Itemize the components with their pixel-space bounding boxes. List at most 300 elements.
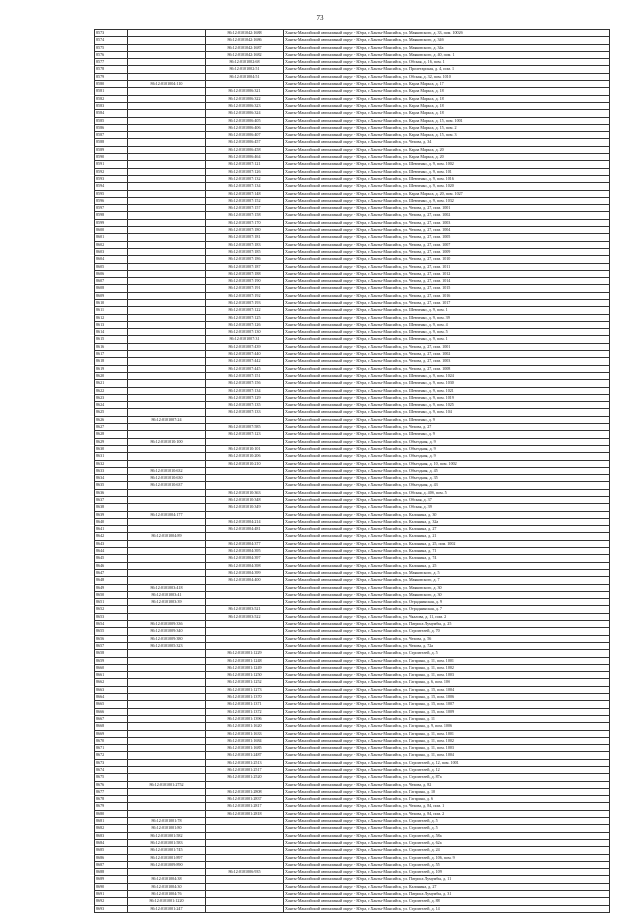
- table-row: [95, 628, 610, 635]
- address-cell: Ханты-Мансийский автономный округ - Югра, г.Ханты-Мансийск, ул. Гагарина, д. 15, пом. 1004: [284, 686, 610, 693]
- land-plot-number-cell: 86:12:0101003:41: [128, 591, 206, 598]
- row-number-cell: 8620: [95, 372, 128, 379]
- address-cell: Ханты-Мансийский автономный округ - Югра, г.Ханты-Мансийск, ул. Маяковского, д. 7: [284, 577, 610, 584]
- table-row: [95, 891, 610, 898]
- address-cell: Ханты-Мансийский автономный округ - Югра, г.Ханты-Мансийск, ул. Строителей, д. 58а: [284, 832, 610, 839]
- building-number-cell: [206, 818, 284, 825]
- table-row: [95, 577, 610, 584]
- building-number-cell: 86:12:0101006:406: [206, 124, 284, 131]
- building-number-cell: 86:12:0101001:2837: [206, 796, 284, 803]
- row-number-cell: 8574: [95, 37, 128, 44]
- table-row: [95, 263, 610, 270]
- land-plot-number-cell: 86:12:0101001:583: [128, 839, 206, 846]
- land-plot-number-cell: [128, 73, 206, 80]
- building-number-cell: 86:12:0101007:126: [206, 321, 284, 328]
- row-number-cell: 8661: [95, 672, 128, 679]
- address-cell: Ханты-Мансийский автономный округ - Югра, г.Ханты-Мансийск, ул. Карла Маркса, д. 17: [284, 81, 610, 88]
- address-cell: Ханты-Мансийский автономный округ - Югра, г.Ханты-Мансийск, ул. Шевченко, д. 9, пом. 4: [284, 321, 610, 328]
- building-number-cell: 86:12:0101004:399: [206, 569, 284, 576]
- address-cell: Ханты-Мансийский автономный округ - Югра, г.Ханты-Мансийск, ул. Калинина, д. 27: [284, 526, 610, 533]
- table-row: [95, 154, 610, 161]
- table-row: [95, 343, 610, 350]
- building-number-cell: 86:12:0101001:2513: [206, 759, 284, 766]
- address-cell: Ханты-Мансийский автономный округ - Югра, г.Ханты-Мансийск, ул. Строителей, д. 5: [284, 818, 610, 825]
- table-row: [95, 460, 610, 467]
- address-cell: Ханты-Мансийский автономный округ - Югра, г.Ханты-Мансийск, ул. Карла Маркса, д. 15, пом. 3: [284, 132, 610, 139]
- row-number-cell: 8638: [95, 504, 128, 511]
- land-plot-number-cell: [128, 650, 206, 657]
- building-number-cell: 86:12:0101006:935: [206, 869, 284, 876]
- land-plot-number-cell: 86:12:0101009:340: [128, 628, 206, 635]
- address-cell: Ханты-Мансийский автономный округ - Югра, г.Ханты-Мансийск, ул. Обская, д. 37: [284, 497, 610, 504]
- building-number-cell: [206, 898, 284, 905]
- building-number-cell: 86:12:0101001:2817: [206, 803, 284, 810]
- land-plot-number-cell: 86:12:0101010:100: [128, 438, 206, 445]
- row-number-cell: 8655: [95, 628, 128, 635]
- building-number-cell: [206, 861, 284, 868]
- address-cell: Ханты-Мансийский автономный округ - Югра, г.Ханты-Мансийск, ул. Чехова, д. 27, пом. 1003: [284, 219, 610, 226]
- land-plot-number-cell: [128, 219, 206, 226]
- building-number-cell: 86:12:0101007:180: [206, 227, 284, 234]
- land-plot-number-cell: [128, 387, 206, 394]
- building-number-cell: 86:12:0101007:121: [206, 161, 284, 168]
- table-row: [95, 723, 610, 730]
- table-row: [95, 51, 610, 58]
- table-row: [95, 132, 610, 139]
- address-cell: Ханты-Мансийский автономный округ - Югра, г.Ханты-Мансийск, ул. Обская, д. 39: [284, 504, 610, 511]
- building-number-cell: 86:12:0101007:148: [206, 190, 284, 197]
- land-plot-number-cell: [128, 270, 206, 277]
- row-number-cell: 8604: [95, 256, 128, 263]
- address-cell: Ханты-Мансийский автономный округ - Югра, г.Ханты-Мансийск, ул. Строителей, д. 87а: [284, 774, 610, 781]
- land-plot-number-cell: [128, 526, 206, 533]
- land-plot-number-cell: [128, 51, 206, 58]
- building-number-cell: [206, 781, 284, 788]
- table-row: [95, 832, 610, 839]
- table-row: [95, 591, 610, 598]
- table-row: [95, 752, 610, 759]
- row-number-cell: 8667: [95, 715, 128, 722]
- building-number-cell: 86:12:0101007:132: [206, 175, 284, 182]
- row-number-cell: 8669: [95, 730, 128, 737]
- building-number-cell: 86:12:0101007:126: [206, 168, 284, 175]
- land-plot-number-cell: [128, 154, 206, 161]
- land-plot-number-cell: [128, 124, 206, 131]
- table-row: [95, 708, 610, 715]
- table-row: [95, 81, 610, 88]
- building-number-cell: 86:12:0101007:123: [206, 431, 284, 438]
- row-number-cell: 8610: [95, 299, 128, 306]
- address-cell: Ханты-Мансийский автономный округ - Югра, г.Ханты-Мансийск, ул. Шевченко, д. 9, пом. 1021: [284, 387, 610, 394]
- land-plot-number-cell: 86:12:0101004:38: [128, 876, 206, 883]
- row-number-cell: 8577: [95, 59, 128, 66]
- row-number-cell: 8670: [95, 737, 128, 744]
- address-cell: Ханты-Мансийский автономный округ - Югра, г.Ханты-Мансийск, ул. Чехова, д. 84, пом. 1: [284, 803, 610, 810]
- row-number-cell: 8588: [95, 139, 128, 146]
- address-cell: Ханты-Мансийский автономный округ - Югра, г.Ханты-Мансийск, ул. Шевченко, д. 9, пом. 1002: [284, 161, 610, 168]
- table-row: [95, 482, 610, 489]
- land-plot-number-cell: [128, 205, 206, 212]
- address-cell: Ханты-Мансийский автономный округ - Югра, г.Ханты-Мансийск, ул. Чехова, д. 27, пом. 1001: [284, 343, 610, 350]
- land-plot-number-cell: 86:12:0101009:890: [128, 861, 206, 868]
- address-cell: Ханты-Мансийский автономный округ - Югра, г.Ханты-Мансийск, ул. Пролетарская, д. 4, пом. 1: [284, 66, 610, 73]
- table-row: [95, 847, 610, 854]
- land-plot-number-cell: [128, 256, 206, 263]
- address-cell: Ханты-Мансийский автономный округ - Югра, г.Ханты-Мансийск, ул. Шевченко, д. 9, пом. 1032: [284, 197, 610, 204]
- address-cell: Ханты-Мансийский автономный округ - Югра, г.Ханты-Мансийск, ул. Патриса Лумумбы, д. 25: [284, 621, 610, 628]
- address-cell: Ханты-Мансийский автономный округ - Югра, г.Ханты-Мансийск, ул. Объездная, д. 10, пом. 1002: [284, 460, 610, 467]
- table-row: [95, 745, 610, 752]
- row-number-cell: 8639: [95, 511, 128, 518]
- table-row: [95, 766, 610, 773]
- land-plot-number-cell: [128, 241, 206, 248]
- address-cell: Ханты-Мансийский автономный округ - Югра, г.Ханты-Мансийск, ул. Шевченко, д. 9, пом. 1: [284, 307, 610, 314]
- address-cell: Ханты-Мансийский автономный округ - Югра, г.Ханты-Мансийск, ул. Гагарина, д. 10: [284, 788, 610, 795]
- land-plot-number-cell: [128, 555, 206, 562]
- land-plot-number-cell: [128, 248, 206, 255]
- address-cell: Ханты-Мансийский автономный округ - Югра, г.Ханты-Мансийск, ул. Обская, д. 16, пом. 1: [284, 59, 610, 66]
- table-row: [95, 497, 610, 504]
- table-row: [95, 292, 610, 299]
- address-cell: Ханты-Мансийский автономный округ - Югра, г.Ханты-Мансийск, ул. Чехова, д. 27, пом. 1010: [284, 256, 610, 263]
- land-plot-number-cell: [128, 95, 206, 102]
- land-plot-number-cell: [128, 321, 206, 328]
- address-cell: Ханты-Мансийский автономный округ - Югра, г.Ханты-Мансийск, ул. Чехова, д. 27, пом. 1017: [284, 299, 610, 306]
- row-number-cell: 8635: [95, 482, 128, 489]
- row-number-cell: 8614: [95, 329, 128, 336]
- table-row: [95, 285, 610, 292]
- address-cell: Ханты-Мансийский автономный округ - Югра, г.Ханты-Мансийск, ул. Обская, д. 40б, пом. 5: [284, 489, 610, 496]
- building-number-cell: 86:12:0101042:1686: [206, 37, 284, 44]
- building-number-cell: 86:12:0101006:321: [206, 88, 284, 95]
- land-plot-number-cell: [128, 548, 206, 555]
- land-plot-number-cell: 86:12:0101009:380: [128, 635, 206, 642]
- address-cell: Ханты-Мансийский автономный округ - Югра, г.Ханты-Мансийск, ул. Чехова, д. 27, пом. 1004: [284, 227, 610, 234]
- building-number-cell: 86:12:0101001:1396: [206, 715, 284, 722]
- table-row: [95, 876, 610, 883]
- address-cell: Ханты-Мансийский автономный округ - Югра, г.Ханты-Мансийск, ул. Патриса Лумумбы, д. 11: [284, 876, 610, 883]
- row-number-cell: 8648: [95, 577, 128, 584]
- building-number-cell: 86:12:0101007:193: [206, 299, 284, 306]
- building-number-cell: 86:12:0101001:1372: [206, 708, 284, 715]
- row-number-cell: 8690: [95, 883, 128, 890]
- address-cell: Ханты-Мансийский автономный округ - Югра, г.Ханты-Мансийск, ул. Шевченко, д. 9, пом. 1030: [284, 380, 610, 387]
- table-row: [95, 336, 610, 343]
- row-number-cell: 8641: [95, 526, 128, 533]
- table-row: [95, 635, 610, 642]
- table-row: [95, 219, 610, 226]
- row-number-cell: 8609: [95, 292, 128, 299]
- land-plot-number-cell: [128, 30, 206, 37]
- address-cell: Ханты-Мансийский автономный округ - Югра, г.Ханты-Мансийск, ул. Отраднинская, д. 7: [284, 606, 610, 613]
- address-cell: Ханты-Мансийский автономный округ - Югра, г.Ханты-Мансийск, ул. Патриса Лумумбы, д. 31: [284, 891, 610, 898]
- row-number-cell: 8643: [95, 540, 128, 547]
- table-row: [95, 394, 610, 401]
- table-row: [95, 139, 610, 146]
- table-row: [95, 511, 610, 518]
- address-cell: Ханты-Мансийский автономный округ - Югра, г.Ханты-Мансийск, ул. Шевченко, д. 9, пом. 1019: [284, 394, 610, 401]
- building-number-cell: 86:12:0101001:1685: [206, 745, 284, 752]
- row-number-cell: 8657: [95, 642, 128, 649]
- building-number-cell: 86:12:0101007:129: [206, 394, 284, 401]
- address-cell: Ханты-Мансийский автономный округ - Югра, г.Ханты-Мансийск, ул. Карла Маркса, д. 20: [284, 154, 610, 161]
- land-plot-number-cell: 86:12:0101010:630: [128, 475, 206, 482]
- building-number-cell: [206, 642, 284, 649]
- table-row: [95, 869, 610, 876]
- building-number-cell: [206, 839, 284, 846]
- table-row: [95, 168, 610, 175]
- table-row: [95, 314, 610, 321]
- row-number-cell: 8589: [95, 146, 128, 153]
- table-row: [95, 59, 610, 66]
- table-row: [95, 416, 610, 423]
- land-plot-number-cell: 86:12:0101003:39: [128, 599, 206, 606]
- land-plot-number-cell: [128, 489, 206, 496]
- address-cell: Ханты-Мансийский автономный округ - Югра, г.Ханты-Мансийск, ул. Гагарина, д. 15, пом. 1009: [284, 708, 610, 715]
- building-number-cell: [206, 635, 284, 642]
- land-plot-number-cell: 86:12:0101001:897: [128, 854, 206, 861]
- table-row: [95, 548, 610, 555]
- land-plot-number-cell: [128, 183, 206, 190]
- table-row: [95, 30, 610, 37]
- row-number-cell: 8584: [95, 110, 128, 117]
- building-number-cell: 86:12:0101006:458: [206, 146, 284, 153]
- table-row: [95, 694, 610, 701]
- building-number-cell: 86:12:0101007:152: [206, 197, 284, 204]
- land-plot-number-cell: [128, 497, 206, 504]
- address-cell: Ханты-Мансийский автономный округ - Югра, г.Ханты-Мансийск, ул. Шевченко, д. 9, пом. 1020: [284, 183, 610, 190]
- land-plot-number-cell: 86:12:0101001:78: [128, 818, 206, 825]
- building-number-cell: [206, 533, 284, 540]
- table-row: [95, 190, 610, 197]
- land-plot-number-cell: [128, 139, 206, 146]
- table-row: [95, 365, 610, 372]
- land-plot-number-cell: [128, 613, 206, 620]
- building-number-cell: [206, 599, 284, 606]
- building-number-cell: 86:12:0101007:157: [206, 205, 284, 212]
- land-plot-number-cell: [128, 37, 206, 44]
- row-number-cell: 8658: [95, 650, 128, 657]
- row-number-cell: 8666: [95, 708, 128, 715]
- building-number-cell: 86:12:0101010:348: [206, 497, 284, 504]
- land-plot-number-cell: [128, 329, 206, 336]
- register-table: [94, 29, 610, 913]
- address-cell: Ханты-Мансийский автономный округ - Югра, г.Ханты-Мансийск, ул. Объездная, д. 9: [284, 445, 610, 452]
- building-number-cell: 86:12:0101001:1229: [206, 650, 284, 657]
- building-number-cell: 86:12:0101010:210: [206, 460, 284, 467]
- row-number-cell: 8692: [95, 898, 128, 905]
- land-plot-number-cell: [128, 409, 206, 416]
- row-number-cell: 8682: [95, 825, 128, 832]
- land-plot-number-cell: [128, 701, 206, 708]
- building-number-cell: 86:12:0101007:133: [206, 409, 284, 416]
- row-number-cell: 8619: [95, 365, 128, 372]
- land-plot-number-cell: [128, 788, 206, 795]
- address-cell: Ханты-Мансийский автономный округ - Югра, г.Ханты-Мансийск, ул. Чехова, д. 27, пом. 1009: [284, 248, 610, 255]
- building-number-cell: 86:12:0101007:585: [206, 424, 284, 431]
- building-number-cell: 86:12:0101001:1250: [206, 672, 284, 679]
- row-number-cell: 8649: [95, 584, 128, 591]
- address-cell: Ханты-Мансийский автономный округ - Югра, г.Ханты-Мансийск, ул. Карла Маркса, д. 18: [284, 95, 610, 102]
- address-cell: Ханты-Мансийский автономный округ - Югра, г.Ханты-Мансийск, ул. Карла Маркса, д. 15, пом. 1001: [284, 117, 610, 124]
- row-number-cell: 8611: [95, 307, 128, 314]
- table-row: [95, 540, 610, 547]
- table-row: [95, 278, 610, 285]
- land-plot-number-cell: [128, 234, 206, 241]
- row-number-cell: 8597: [95, 205, 128, 212]
- building-number-cell: 86:12:0101001:1252: [206, 679, 284, 686]
- address-cell: Ханты-Мансийский автономный округ - Югра, г.Ханты-Мансийск, ул. Чехова, д. 27, пом. 1002: [284, 212, 610, 219]
- row-number-cell: 8626: [95, 416, 128, 423]
- row-number-cell: 8656: [95, 635, 128, 642]
- table-row: [95, 270, 610, 277]
- building-number-cell: 86:12:0101001:1370: [206, 694, 284, 701]
- building-number-cell: 86:12:0101001:1633: [206, 730, 284, 737]
- land-plot-number-cell: 86:12:0101001:745: [128, 847, 206, 854]
- address-cell: Ханты-Мансийский автономный округ - Югра, г.Ханты-Мансийск, ул. Гагарина, д. 11, пом. 1001: [284, 730, 610, 737]
- row-number-cell: 8603: [95, 248, 128, 255]
- address-cell: Ханты-Мансийский автономный округ - Югра, г.Ханты-Мансийск, ул. Строителей, д. 62а: [284, 839, 610, 846]
- table-row: [95, 372, 610, 379]
- building-number-cell: [206, 438, 284, 445]
- building-number-cell: 86:12:0101001:1371: [206, 701, 284, 708]
- table-row: [95, 883, 610, 890]
- land-plot-number-cell: 86:12:0101004:76: [128, 891, 206, 898]
- address-cell: Ханты-Мансийский автономный округ - Югра, г.Ханты-Мансийск, ул. Карла Маркса, д. 18: [284, 102, 610, 109]
- table-row: [95, 657, 610, 664]
- building-number-cell: 86:12:0101006:322: [206, 95, 284, 102]
- building-number-cell: 86:12:0101004:214: [206, 518, 284, 525]
- row-number-cell: 8627: [95, 424, 128, 431]
- building-number-cell: 86:12:0101006:464: [206, 154, 284, 161]
- land-plot-number-cell: [128, 737, 206, 744]
- row-number-cell: 8593: [95, 175, 128, 182]
- table-row: [95, 205, 610, 212]
- address-cell: Ханты-Мансийский автономный округ - Югра, г.Ханты-Мансийск, ул. Калинина, д. 71: [284, 548, 610, 555]
- address-cell: Ханты-Мансийский автономный округ - Югра, г.Ханты-Мансийск, ул. Чехова, д. 27, пом. 1014: [284, 278, 610, 285]
- row-number-cell: 8680: [95, 810, 128, 817]
- address-cell: Ханты-Мансийский автономный округ - Югра, г.Ханты-Мансийск, ул. Чехова, д. 72а: [284, 642, 610, 649]
- table-row: [95, 818, 610, 825]
- address-cell: Ханты-Мансийский автономный округ - Югра, г.Ханты-Мансийск, ул. Чехова, д. 27, пом. 1011: [284, 263, 610, 270]
- building-number-cell: 86:12:0101007:156: [206, 380, 284, 387]
- row-number-cell: 8594: [95, 183, 128, 190]
- address-cell: Ханты-Мансийский автономный округ - Югра, г.Ханты-Мансийск, ул. Строителей, д. 5: [284, 650, 610, 657]
- land-plot-number-cell: [128, 540, 206, 547]
- table-row: [95, 854, 610, 861]
- address-cell: Ханты-Мансийский автономный округ - Югра, г.Ханты-Мансийск, ул. Гагарина, д. 11, пом. 1004: [284, 752, 610, 759]
- row-number-cell: 8668: [95, 723, 128, 730]
- table-row: [95, 161, 610, 168]
- address-cell: Ханты-Мансийский автономный округ - Югра, г.Ханты-Мансийск, ул. Чехова, д. 27, пом. 1015: [284, 285, 610, 292]
- row-number-cell: 8573: [95, 30, 128, 37]
- address-cell: Ханты-Мансийский автономный округ - Югра, г.Ханты-Мансийск, ул. Маяковского, д. 30: [284, 591, 610, 598]
- table-row: [95, 351, 610, 358]
- address-cell: Ханты-Мансийский автономный округ - Югра, г.Ханты-Мансийск, ул. Маяковского, д. 34а: [284, 44, 610, 51]
- address-cell: Ханты-Мансийский автономный округ - Югра, г.Ханты-Мансийск, ул. Калинина, д. 32а: [284, 518, 610, 525]
- land-plot-number-cell: [128, 190, 206, 197]
- land-plot-number-cell: [128, 577, 206, 584]
- row-number-cell: 8615: [95, 336, 128, 343]
- address-cell: Ханты-Мансийский автономный округ - Югра, г.Ханты-Мансийск, ул. Гагарина, д. 6: [284, 796, 610, 803]
- row-number-cell: 8596: [95, 197, 128, 204]
- row-number-cell: 8672: [95, 752, 128, 759]
- address-cell: Ханты-Мансийский автономный округ - Югра, г.Ханты-Мансийск, ул. Чехова, д. 27, пом. 1002: [284, 351, 610, 358]
- table-row: [95, 686, 610, 693]
- land-plot-number-cell: 86:12:0101001:2752: [128, 781, 206, 788]
- row-number-cell: 8582: [95, 95, 128, 102]
- land-plot-number-cell: [128, 810, 206, 817]
- table-row: [95, 489, 610, 496]
- building-number-cell: 86:12:0101003:522: [206, 613, 284, 620]
- address-cell: Ханты-Мансийский автономный округ - Югра, г.Ханты-Мансийск, ул. Чехова, д. 27, пом. 1012: [284, 270, 610, 277]
- register-body: [95, 30, 610, 913]
- row-number-cell: 8576: [95, 51, 128, 58]
- address-cell: Ханты-Мансийский автономный округ - Югра, г.Ханты-Мансийск, ул. Карла Маркса, д. 20: [284, 146, 610, 153]
- land-plot-number-cell: [128, 44, 206, 51]
- building-number-cell: [206, 825, 284, 832]
- row-number-cell: 8676: [95, 781, 128, 788]
- land-plot-number-cell: [128, 759, 206, 766]
- land-plot-number-cell: [128, 212, 206, 219]
- row-number-cell: 8671: [95, 745, 128, 752]
- land-plot-number-cell: [128, 66, 206, 73]
- building-number-cell: [206, 511, 284, 518]
- building-number-cell: [206, 591, 284, 598]
- land-plot-number-cell: 86:12:0101001:247: [128, 905, 206, 912]
- land-plot-number-cell: 86:12:0101007:24: [128, 416, 206, 423]
- row-number-cell: 8677: [95, 788, 128, 795]
- table-row: [95, 650, 610, 657]
- building-number-cell: 86:12:0101004:397: [206, 555, 284, 562]
- address-cell: Ханты-Мансийский автономный округ - Югра, г.Ханты-Мансийск, ул. Гагарина, д. 11, пом. 1001: [284, 657, 610, 664]
- building-number-cell: 86:12:0101010:206: [206, 453, 284, 460]
- row-number-cell: 8629: [95, 438, 128, 445]
- address-cell: Ханты-Мансийский автономный округ - Югра, г.Ханты-Мансийск, ул. Строителей, д. 24: [284, 847, 610, 854]
- table-row: [95, 905, 610, 912]
- row-number-cell: 8580: [95, 81, 128, 88]
- row-number-cell: 8624: [95, 402, 128, 409]
- building-number-cell: 86:12:0101004:395: [206, 548, 284, 555]
- address-cell: Ханты-Мансийский автономный округ - Югра, г.Ханты-Мансийск, ул. Шевченко, д. 9, пом. 101: [284, 168, 610, 175]
- address-cell: Ханты-Мансийский автономный округ - Югра, г.Ханты-Мансийск, ул. Строителей, д. 70: [284, 628, 610, 635]
- table-row: [95, 234, 610, 241]
- land-plot-number-cell: [128, 132, 206, 139]
- building-number-cell: [206, 847, 284, 854]
- land-plot-number-cell: [128, 343, 206, 350]
- row-number-cell: 8636: [95, 489, 128, 496]
- building-number-cell: 86:12:0101007:170: [206, 219, 284, 226]
- land-plot-number-cell: 86:12:0101004:110: [128, 81, 206, 88]
- table-row: [95, 701, 610, 708]
- building-number-cell: [206, 81, 284, 88]
- table-row: [95, 679, 610, 686]
- row-number-cell: 8618: [95, 358, 128, 365]
- address-cell: Ханты-Мансийский автономный округ - Югра, г.Ханты-Мансийск, ул. Чехова, д. 27, пом. 1001: [284, 205, 610, 212]
- row-number-cell: 8616: [95, 343, 128, 350]
- row-number-cell: 8678: [95, 796, 128, 803]
- land-plot-number-cell: [128, 307, 206, 314]
- building-number-cell: [206, 584, 284, 591]
- land-plot-number-cell: [128, 292, 206, 299]
- building-number-cell: 86:12:0101007:158: [206, 212, 284, 219]
- row-number-cell: 8622: [95, 387, 128, 394]
- land-plot-number-cell: 86:12:0101003:418: [128, 584, 206, 591]
- address-cell: Ханты-Мансийский автономный округ - Югра, г.Ханты-Мансийск, ул. Объездная, д. 45: [284, 467, 610, 474]
- table-row: [95, 606, 610, 613]
- row-number-cell: 8633: [95, 467, 128, 474]
- address-cell: Ханты-Мансийский автономный округ - Югра, г.Ханты-Мансийск, ул. Карла Маркса, д. 15, пом. 2: [284, 124, 610, 131]
